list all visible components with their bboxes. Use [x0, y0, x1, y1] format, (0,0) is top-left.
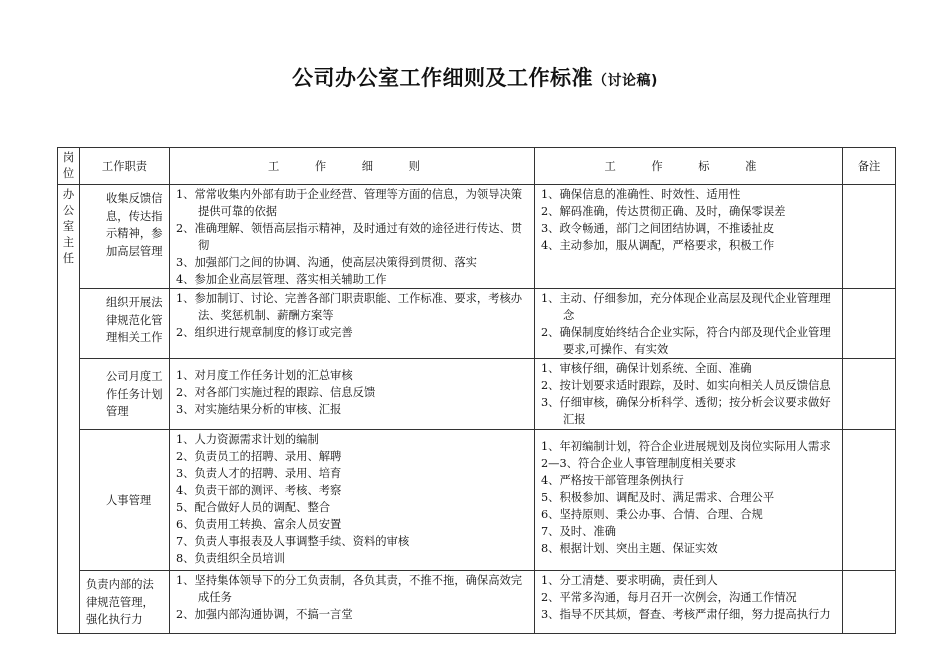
content-item: 3、负责人才的招聘、录用、培育 [176, 467, 342, 480]
content-cell [170, 359, 535, 430]
position-char: 办 [62, 188, 75, 201]
standard-cell [535, 359, 843, 430]
standard-item: 1、审核仔细，确保计划系统、全面、准确 [541, 362, 752, 375]
standard-cell [535, 185, 843, 289]
content-item: 3、加强部门之间的协调、沟通，使高层决策得到贯彻、落实 [176, 256, 477, 269]
content-item: 2、组织进行规章制度的修订或完善 [176, 326, 353, 339]
standard-item: 2、平常多沟通，每月召开一次例会，沟通工作情况 [541, 591, 797, 604]
content-item: 6、负责用工转换、富余人员安置 [176, 518, 342, 531]
content-item: 1、坚持集体领导下的分工负责制，各负其责，不推不拖，确保高效完成任务 [176, 574, 523, 604]
table-row [58, 571, 896, 634]
standard-item: 3、仔细审核，确保分析科学、透彻；按分析会议要求做好汇报 [541, 396, 831, 426]
content-item: 5、配合做好人员的调配、整合 [176, 501, 331, 514]
standard-cell [535, 289, 843, 359]
standard-item: 2—3、符合企业人事管理制度相关要求 [541, 457, 737, 470]
remark-cell [843, 359, 896, 430]
remark-cell [843, 185, 896, 289]
content-cell [170, 185, 535, 289]
standard-cell [535, 430, 843, 571]
standard-item: 5、积极参加、调配及时、满足需求、合理公平 [541, 491, 775, 504]
standard-item: 1、分工清楚、要求明确，责任到人 [541, 574, 718, 587]
duty-cell: 组织开展法律规范化管理相关工作 [80, 289, 170, 359]
table-row [58, 359, 896, 430]
remark-cell [843, 289, 896, 359]
rules-table [57, 147, 896, 634]
header-standard [535, 148, 843, 185]
standard-item: 1、年初编制计划，符合企业进展规划及岗位实际用人需求 [541, 440, 831, 453]
header-duty: 工作职责 [80, 148, 170, 185]
header-remark: 备注 [843, 148, 896, 185]
standard-item: 2、解码准确，传达贯彻正确、及时，确保零误差 [541, 205, 786, 218]
standard-item: 2、确保制度始终结合企业实际，符合内部及现代企业管理要求,可操作、有实效 [541, 326, 831, 356]
header-position [58, 148, 80, 185]
duty-cell: 人事管理 [80, 430, 170, 571]
standard-item: 1、主动、仔细参加，充分体现企业高层及现代企业管理理念 [541, 292, 831, 322]
header-standard-text: 工 作 标 准 [604, 159, 773, 173]
standard-item: 4、主动参加，服从调配，严格要求，积极工作 [541, 239, 775, 252]
duty-cell: 负责内部的法律规范管理，强化执行力 [80, 571, 170, 634]
content-item: 2、加强内部沟通协调，不搞一言堂 [176, 608, 353, 621]
content-item: 2、准确理解、领悟高层指示精神，及时通过有效的途径进行传达、贯彻 [176, 222, 523, 252]
content-cell [170, 289, 535, 359]
standard-item: 2、按计划要求适时跟踪，及时、如实向相关人员反馈信息 [541, 379, 831, 392]
position-char: 主 [62, 236, 75, 249]
standard-item: 8、根据计划、突出主题、保证实效 [541, 542, 718, 555]
header-content [170, 148, 535, 185]
duty-cell: 公司月度工作任务计划管理 [80, 359, 170, 430]
standard-item: 3、指导不厌其烦，督查、考核严肃仔细，努力提高执行力 [541, 608, 831, 621]
content-item: 2、对各部门实施过程的跟踪、信息反馈 [176, 386, 376, 399]
position-cell [58, 185, 80, 634]
content-item: 1、对月度工作任务计划的汇总审核 [176, 369, 353, 382]
title-text: 公司办公室工作细则及工作标准 [292, 66, 594, 90]
duty-cell: 收集反馈信息，传达指示精神，参加高层管理 [80, 185, 170, 289]
position-char: 室 [62, 220, 75, 233]
standard-cell [535, 571, 843, 634]
content-item: 3、对实施结果分析的审核、汇报 [176, 403, 342, 416]
content-item: 4、负责干部的测评、考核、考察 [176, 484, 342, 497]
table-row [58, 185, 896, 289]
header-row [58, 148, 896, 185]
standard-item: 4、严格按干部管理条例执行 [541, 474, 684, 487]
remark-cell [843, 571, 896, 634]
remark-cell [843, 430, 896, 571]
header-content-text: 工 作 细 则 [268, 159, 436, 173]
content-item: 2、负责员工的招聘、录用、解聘 [176, 450, 342, 463]
position-char: 公 [62, 204, 75, 217]
position-char: 任 [62, 252, 75, 265]
page-title [0, 62, 950, 92]
content-item: 7、负责人事报表及人事调整手续、资料的审核 [176, 535, 410, 548]
table-row [58, 430, 896, 571]
standard-item: 6、坚持原则、秉公办事、合情、合理、合规 [541, 508, 763, 521]
content-item: 1、参加制订、讨论、完善各部门职责职能、工作标准、要求，考核办法、奖惩机制、薪酬方案等 [176, 292, 523, 322]
content-item: 1、人力资源需求计划的编制 [176, 433, 319, 446]
header-position-char: 位 [62, 167, 75, 180]
content-cell [170, 430, 535, 571]
content-item: 4、参加企业高层管理、落实相关辅助工作 [176, 273, 387, 286]
content-item: 8、负责组织全员培训 [176, 552, 285, 565]
content-cell [170, 571, 535, 634]
standard-item: 3、政令畅通，部门之间团结协调，不推诿扯皮 [541, 222, 775, 235]
standard-item: 7、及时、准确 [541, 525, 616, 538]
content-item: 1、常常收集内外部有助于企业经营、管理等方面的信息，为领导决策提供可靠的依据 [176, 188, 523, 218]
title-note: （讨论稿) [593, 73, 658, 89]
standard-item: 1、确保信息的准确性、时效性、适用性 [541, 188, 741, 201]
header-position-char: 岗 [62, 151, 75, 164]
table-row [58, 289, 896, 359]
